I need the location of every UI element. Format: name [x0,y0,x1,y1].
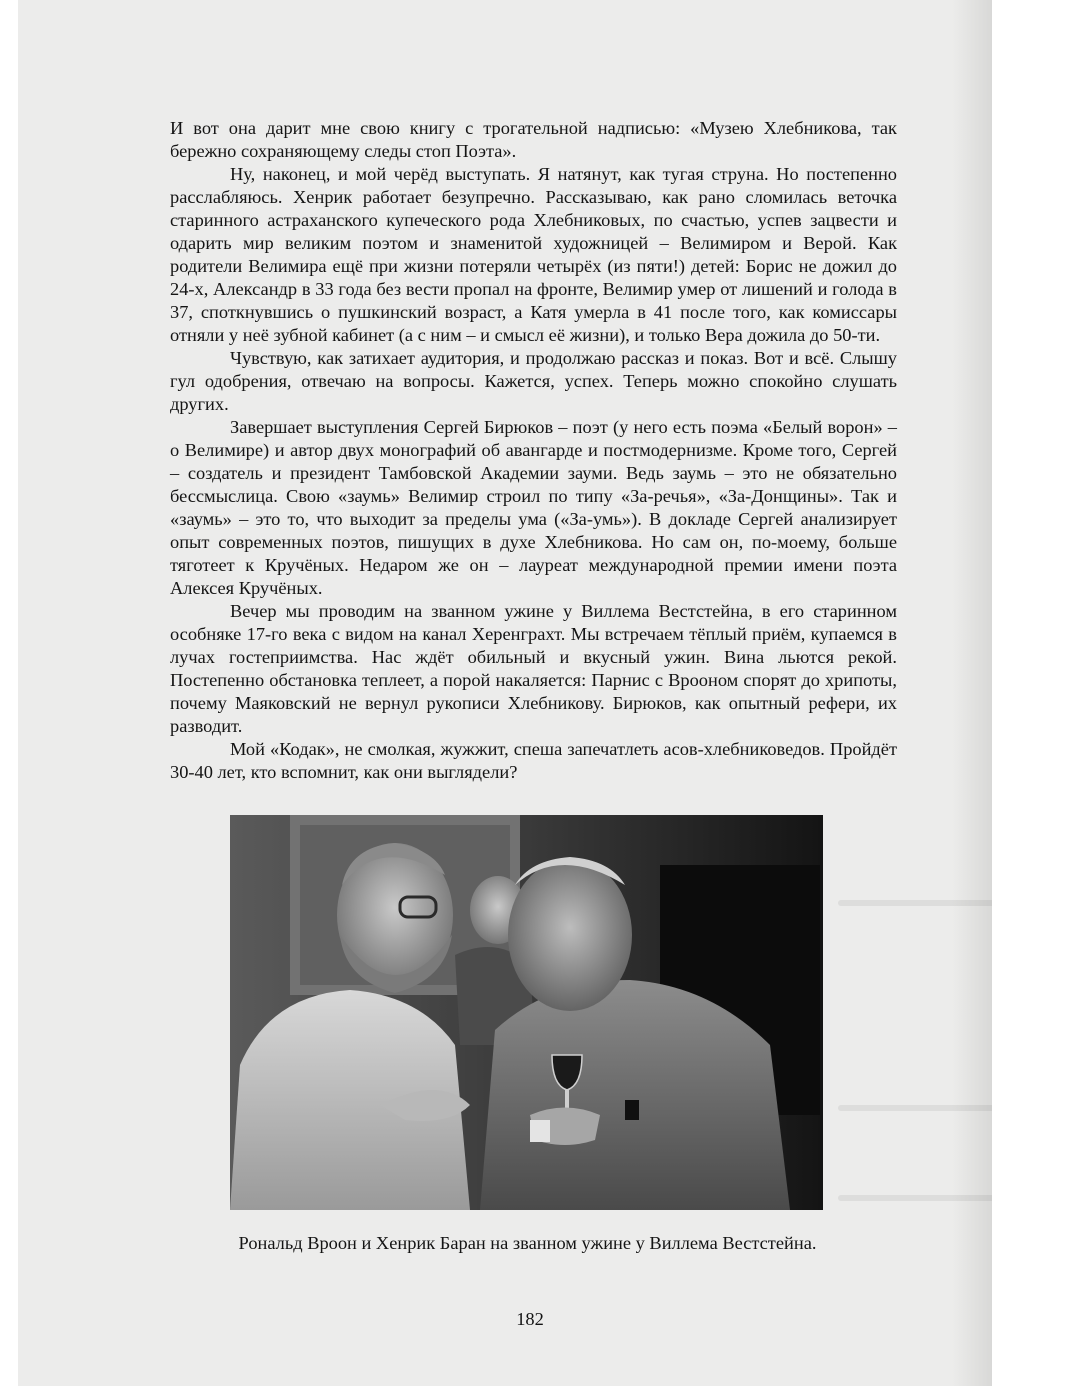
photo-illustration [230,815,823,1210]
show-through-mark [838,1105,992,1111]
show-through-mark [838,900,992,906]
body-text [170,117,897,784]
paragraph: Ну, наконец, и мой черёд выступать. Я натянут, как тугая струна. Но постепенно расслабляюсь. Хенрик работает безупречно. Рассказываю, как рано сломилась веточка старинного астраханского купеческого рода Хлебниковых, по счастью, успев зацвести и одарить мир великим поэтом и знаменитой художницей – Велимиром и Верой. Как родители Велимира ещё при жизни потеряли четырёх (из пяти!) детей: Борис не дожил до 24-х, Александр в 33 года без вести пропал на фронте, Велимир умер от лишений и голода в 37, споткнувшись о пушкинский возраст, а Катя умерла в 41 после того, как комиссары отняли у неё зубной кабинет (а с ним – и смысл её жизни), и только Вера дожила до 50-ти. [170,164,897,345]
page-number: 182 [516,1309,544,1329]
paragraph: Мой «Кодак», не смолкая, жужжит, спеша запечатлеть асов-хлебниковедов. Пройдёт 30-40 лет, кто вспомнит, как они выглядели? [170,739,897,782]
show-through-mark [838,1195,992,1201]
page-edge-shadow [952,0,992,1386]
paragraph: Чувствую, как затихает аудитория, и продолжаю рассказ и показ. Вот и всё. Слышу гул одобрения, отвечаю на вопросы. Кажется, успех. Теперь можно спокойно слушать других. [170,348,897,414]
paragraph: И вот она дарит мне свою книгу с трогательной надписью: «Музею Хлебникова, так бережно сохраняющему следы стоп Поэта». [170,118,897,161]
photo-caption: Рональд Вроон и Хенрик Баран на званном ужине у Виллема Вестстейна. [238,1233,817,1253]
paragraph: Вечер мы проводим на званном ужине у Виллема Вестстейна, в его старинном особняке 17-го века с видом на канал Херенграхт. Мы встречаем тёплый приём, купаемся в лучах гостеприимства. Нас ждёт обильный и вкусный ужин. Вина льются рекой. Постепенно обстановка теплеет, а порой накаляется: Парнис с Врооном спорят до хрипоты, почему Маяковский не вернул рукописи Хлебникову. Бирюков, как опытный рефери, их разводит. [170,601,897,736]
photograph [230,815,823,1210]
paragraph: Завершает выступления Сергей Бирюков – поэт (у него есть поэма «Белый ворон» – о Велимире) и автор двух монографий об авангарде и постмодернизме. Кроме того, Сергей – создатель и президент Тамбовской Академии зауми. Ведь заумь – это не обязательно бессмыслица. Свою «заумь» Велимир строил по типу «За-речья», «За-Донщины». Так и «заумь» – это то, что выходит за пределы ума («За-умь»). В докладе Сергей анализирует опыт современных поэтов, пишущих в духе Хлебникова. Но сам он, по-моему, больше тяготеет к Кручёных. Недаром же он – лауреат международной премии имени поэта Алексея Кручёных. [170,417,897,598]
